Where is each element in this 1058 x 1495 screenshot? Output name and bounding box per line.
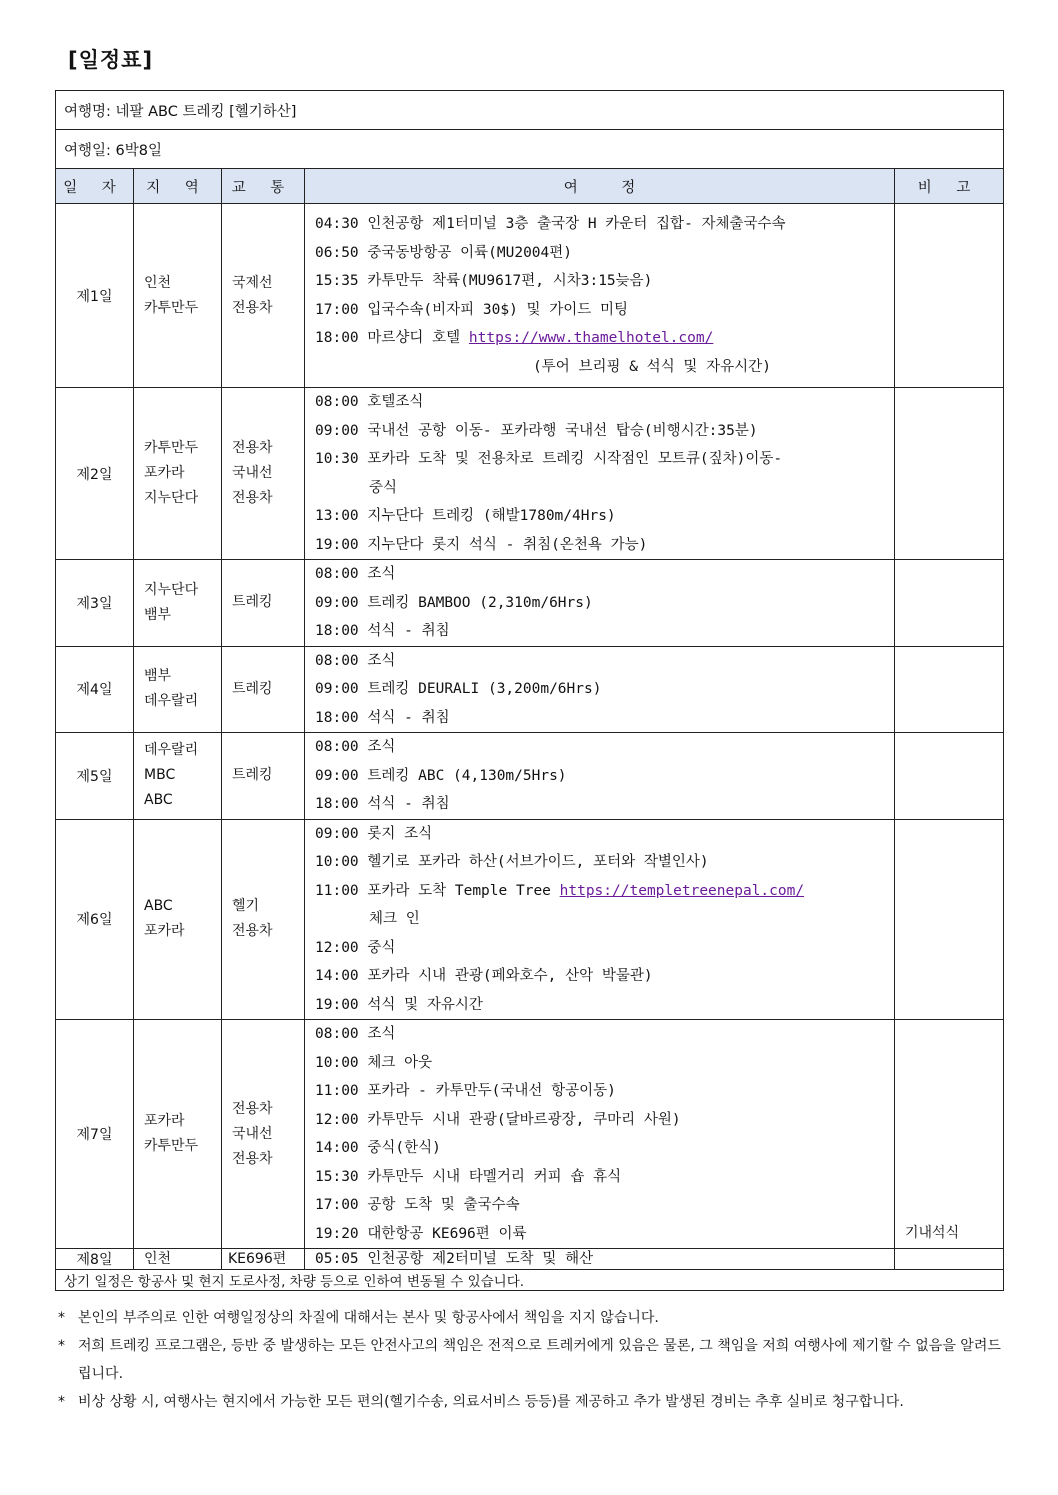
note-cell bbox=[895, 388, 1004, 560]
trip-duration: 여행일: 6박8일 bbox=[56, 130, 1004, 169]
day-label: 제5일 bbox=[56, 733, 134, 820]
header-region: 지 역 bbox=[134, 169, 222, 204]
itinerary-cell: 08:00 조식 09:00 트레킹 DEURALI (3,200m/6Hrs) 18:00 석식 - 취침 bbox=[305, 646, 895, 733]
transport-cell: 전용차 국내선 전용차 bbox=[222, 388, 305, 560]
header-transport: 교 통 bbox=[222, 169, 305, 204]
region-cell: 인천 카투만두 bbox=[134, 204, 222, 388]
region-cell: 지누단다 뱀부 bbox=[134, 560, 222, 647]
region-cell: 카투만두 포카라 지누단다 bbox=[134, 388, 222, 560]
itinerary-cell: 09:00 롯지 조식 10:00 헬기로 포카라 하산(서브가이드, 포터와 작별인사) 11:00 포카라 도착 Temple Tree https://templetreenepal.com/ 체크 인 12:00 중식 14:00 포카라 시내 관광(페와호수, 산악 박물관) 19:00 석식 및 자유시간 bbox=[305, 819, 895, 1020]
table-header-row bbox=[56, 169, 1004, 204]
transport-cell: 트레킹 bbox=[222, 560, 305, 647]
asterisk-bullet: * bbox=[58, 1394, 65, 1410]
asterisk-bullet: * bbox=[58, 1338, 65, 1354]
note-item: * 저희 트레킹 프로그램은, 등반 중 발생하는 모든 안전사고의 책임은 전적으로 트레커에게 있음은 물론, 그 책임을 저희 여행사에 제기할 수 없음을 알려드립니다. bbox=[58, 1332, 1008, 1388]
day-label: 제3일 bbox=[56, 560, 134, 647]
note-cell: 기내석식 bbox=[895, 1020, 1004, 1249]
table-row bbox=[56, 204, 1004, 388]
day-label: 제7일 bbox=[56, 1020, 134, 1249]
region-cell: 데우랄리 MBC ABC bbox=[134, 733, 222, 820]
asterisk-bullet: * bbox=[58, 1310, 65, 1326]
region-cell: 뱀부 데우랄리 bbox=[134, 646, 222, 733]
transport-cell: 전용차 국내선 전용차 bbox=[222, 1020, 305, 1249]
day-label: 제1일 bbox=[56, 204, 134, 388]
note-cell bbox=[895, 646, 1004, 733]
itinerary-cell: 08:00 조식 09:00 트레킹 ABC (4,130m/5Hrs) 18:00 석식 - 취침 bbox=[305, 733, 895, 820]
transport-cell: 트레킹 bbox=[222, 646, 305, 733]
hotel-link[interactable]: https://templetreenepal.com/ bbox=[559, 882, 805, 899]
itinerary-cell: 08:00 조식 10:00 체크 아웃 11:00 포카라 - 카투만두(국내선 항공이동) 12:00 카투만두 시내 관광(달바르광장, 쿠마리 사원) 14:00 중식(한식) 15:30 카투만두 시내 타멜거리 커피 숍 휴식 17:00 공항 도착 및 출국수속 19:20 대한항공 KE696편 이륙 bbox=[305, 1020, 895, 1249]
note-cell bbox=[895, 819, 1004, 1020]
transport-cell: 헬기 전용차 bbox=[222, 819, 305, 1020]
trip-name: 여행명: 네팔 ABC 트레킹 [헬기하산] bbox=[56, 91, 1004, 130]
note-cell bbox=[895, 733, 1004, 820]
transport-cell: KE696편 bbox=[222, 1249, 305, 1270]
table-row bbox=[56, 646, 1004, 733]
region-cell: 인천 bbox=[134, 1249, 222, 1270]
table-row bbox=[56, 1249, 1004, 1270]
day-label: 제2일 bbox=[56, 388, 134, 560]
note-item: * 비상 상황 시, 여행사는 현지에서 가능한 모든 편의(헬기수송, 의료서비스 등등)를 제공하고 추가 발생된 경비는 추후 실비로 청구합니다. bbox=[58, 1388, 1008, 1416]
table-row bbox=[56, 819, 1004, 1020]
table-row bbox=[56, 1020, 1004, 1249]
note-cell bbox=[895, 1249, 1004, 1270]
header-note: 비 고 bbox=[895, 169, 1004, 204]
itinerary-cell: 08:00 호텔조식 09:00 국내선 공항 이동- 포카라행 국내선 탑승(비행시간:35분) 10:30 포카라 도착 및 전용차로 트레킹 시작점인 모트큐(짚차)이동- 중식 13:00 지누단다 트레킹 (해발1780m/4Hrs) 19:00 지누단다 롯지 석식 - 취침(온천욕 가능) bbox=[305, 388, 895, 560]
region-cell: 포카라 카투만두 bbox=[134, 1020, 222, 1249]
note-item: * 본인의 부주의로 인한 여행일정상의 차질에 대해서는 본사 및 항공사에서 책임을 지지 않습니다. bbox=[58, 1304, 1008, 1332]
day-label: 제4일 bbox=[56, 646, 134, 733]
itinerary-cell: 04:30 인천공항 제1터미널 3층 출국장 H 카운터 집합- 자체출국수속 06:50 중국동방항공 이륙(MU2004편) 15:35 카투만두 착륙(MU9617편, 시차3:15늦음) 17:00 입국수속(비자피 30$) 및 가이드 미팅 18:00 마르샹디 호텔 https://www.thamelhotel.com/ (투어 브리핑 & 석식 및 자유시간) bbox=[305, 204, 895, 388]
header-day: 일 자 bbox=[56, 169, 134, 204]
hotel-link[interactable]: https://www.thamelhotel.com/ bbox=[468, 330, 714, 346]
table-row bbox=[56, 388, 1004, 560]
table-row bbox=[56, 733, 1004, 820]
note-cell bbox=[895, 560, 1004, 647]
region-cell: ABC 포카라 bbox=[134, 819, 222, 1020]
transport-cell: 국제선 전용차 bbox=[222, 204, 305, 388]
day-label: 제8일 bbox=[56, 1249, 134, 1270]
day-label: 제6일 bbox=[56, 819, 134, 1020]
note-cell bbox=[895, 204, 1004, 388]
header-itinerary: 여 정 bbox=[305, 169, 895, 204]
schedule-table bbox=[55, 90, 1004, 1291]
itinerary-cell: 08:00 조식 09:00 트레킹 BAMBOO (2,310m/6Hrs) 18:00 석식 - 취침 bbox=[305, 560, 895, 647]
notes-section bbox=[58, 1304, 1008, 1416]
schedule-disclaimer: 상기 일정은 항공사 및 현지 도로사정, 차량 등으로 인하여 변동될 수 있습니다. bbox=[56, 1270, 1004, 1291]
table-row bbox=[56, 560, 1004, 647]
itinerary-cell: 05:05 인천공항 제2터미널 도착 및 해산 bbox=[305, 1249, 895, 1270]
page-title: [일정표] bbox=[68, 48, 154, 72]
transport-cell: 트레킹 bbox=[222, 733, 305, 820]
